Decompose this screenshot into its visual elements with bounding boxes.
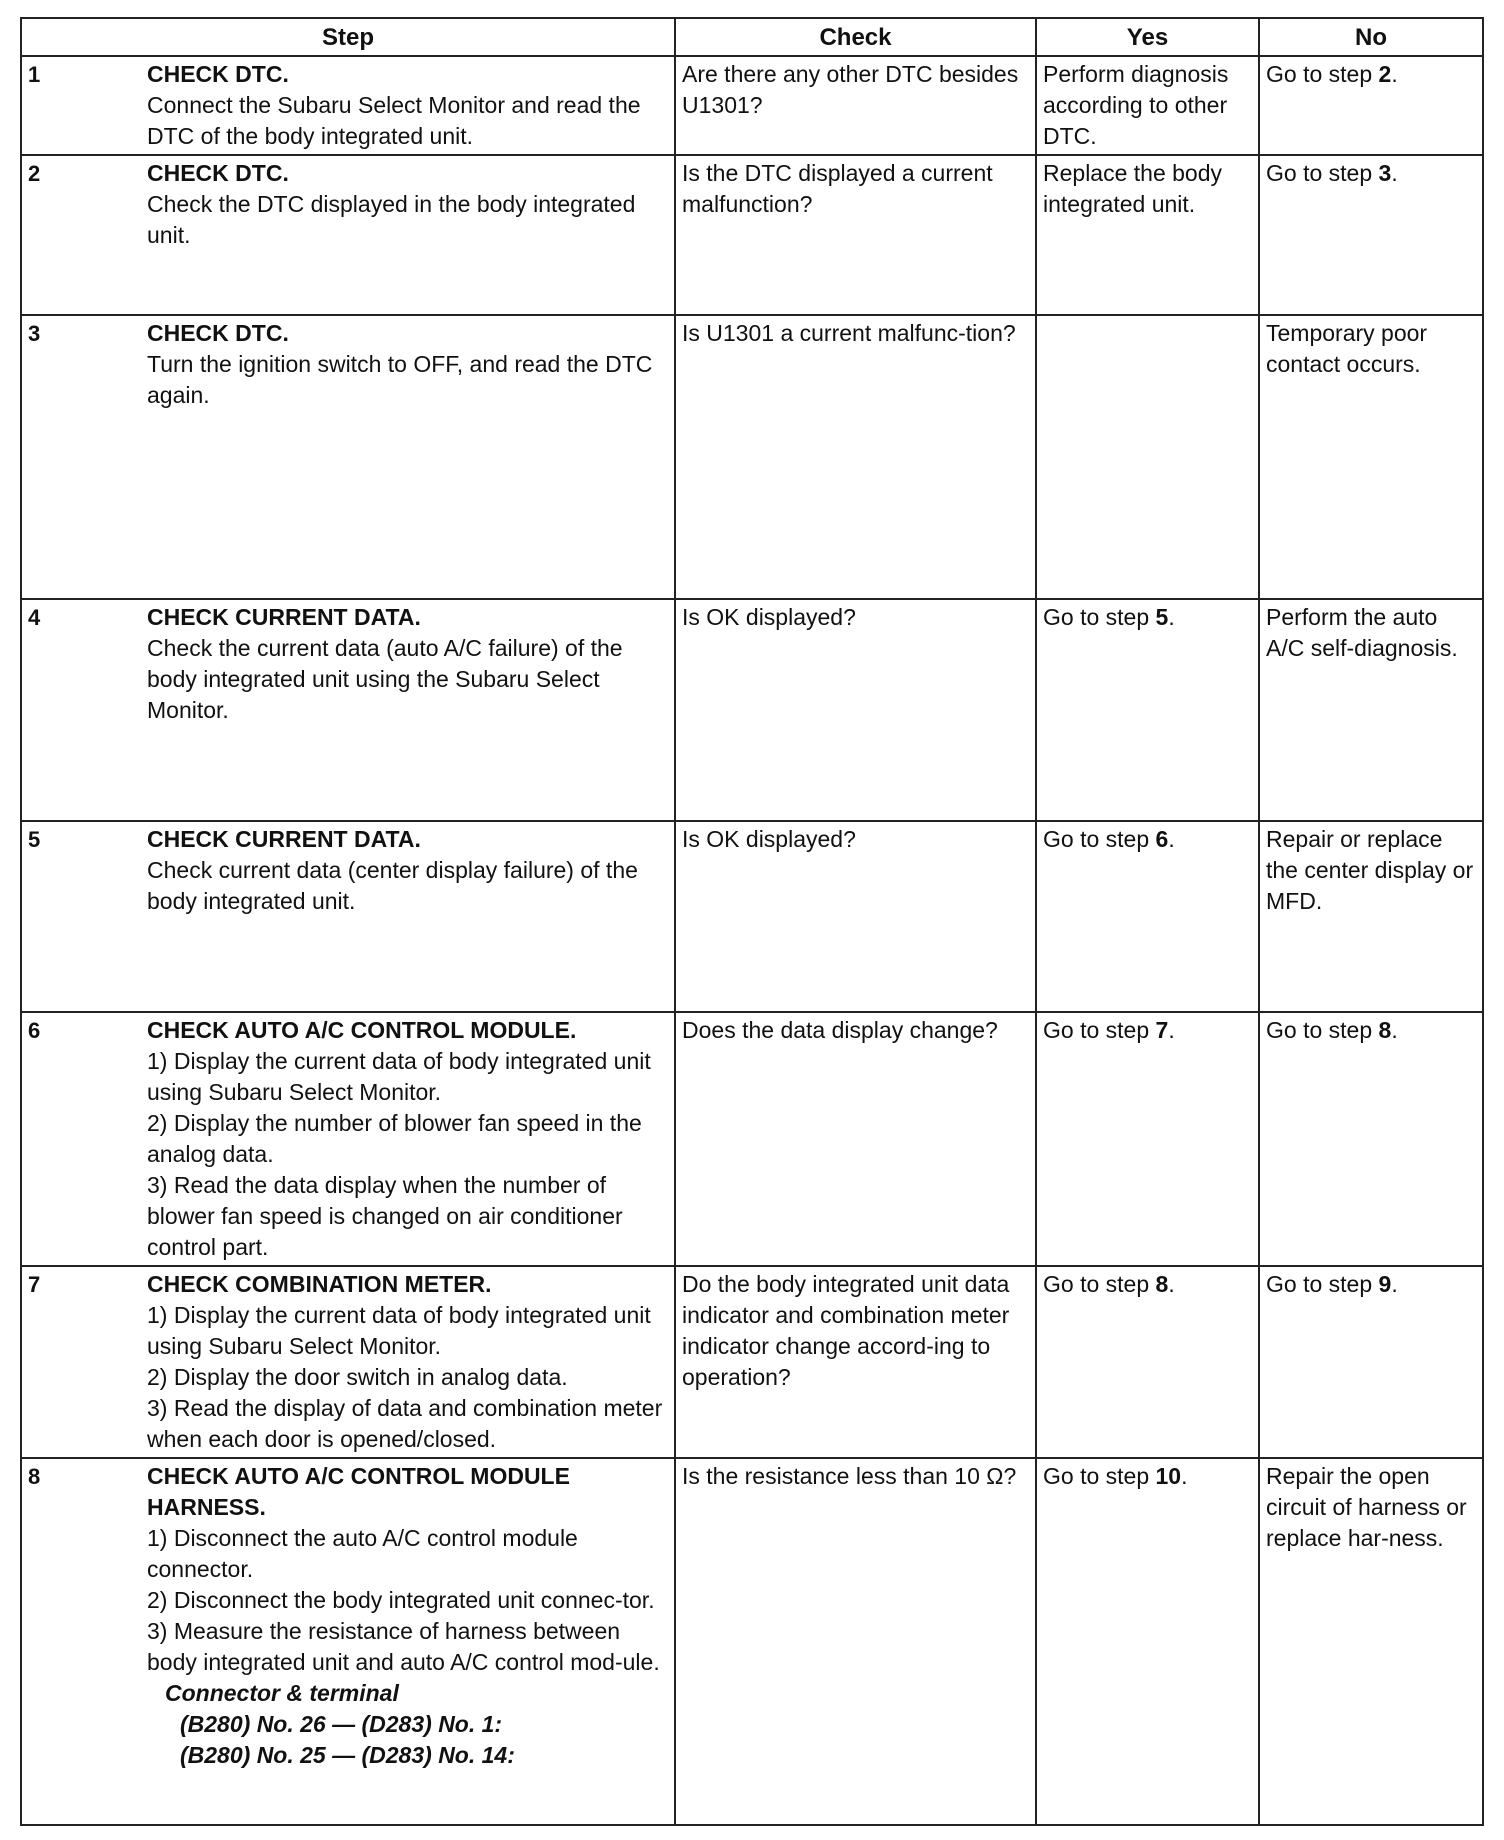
table-row <box>21 1458 1483 1825</box>
yes-cell: Go to step 5. <box>1036 599 1259 821</box>
no-cell <box>1259 1458 1483 1825</box>
connector-terminal-line: (B280) No. 25 — (D283) No. 14: <box>180 1742 515 1768</box>
step-description: Check the current data (auto A/C failure) of the body integrated unit using the Subaru Select Monitor. <box>147 635 623 723</box>
step-description: Turn the ignition switch to OFF, and read the DTC again. <box>147 351 653 408</box>
step-title: CHECK DTC. <box>147 320 289 346</box>
step-number: 3 <box>28 321 41 346</box>
table-row <box>21 315 1483 599</box>
no-cell <box>1259 821 1483 1012</box>
check-cell: Does the data display change? <box>675 1012 1036 1266</box>
yes-cell <box>1036 315 1259 599</box>
step-title: CHECK CURRENT DATA. <box>147 604 421 630</box>
no-cell <box>1259 315 1483 599</box>
header-yes: Yes <box>1036 18 1259 56</box>
table-row <box>21 1012 1483 1266</box>
step-cell <box>21 1012 675 1266</box>
step-title: CHECK AUTO A/C CONTROL MODULE. <box>147 1017 577 1043</box>
step-number: 6 <box>28 1018 41 1043</box>
step-cell <box>21 1458 675 1825</box>
step-cell <box>21 155 675 315</box>
step-title: CHECK DTC. <box>147 61 289 87</box>
step-description: 3) Read the data display when the number of blower fan speed is changed on air conditioner control part. <box>147 1172 623 1260</box>
yes-step-ref: 6 <box>1155 826 1169 852</box>
yes-step-ref: 5 <box>1155 604 1169 630</box>
step-description: 2) Display the number of blower fan speed in the analog data. <box>147 1110 642 1167</box>
step-description: 1) Disconnect the auto A/C control module connector. <box>147 1525 578 1582</box>
yes-text: Go to step <box>1043 826 1156 852</box>
yes-text: Go to step <box>1043 1271 1156 1297</box>
no-cell: Go to step 2. <box>1259 56 1483 155</box>
diagnostic-table <box>20 17 1484 1826</box>
yes-text: Replace the body integrated unit. <box>1043 160 1223 217</box>
step-cell <box>21 315 675 599</box>
yes-text: Go to step <box>1043 604 1156 630</box>
step-cell <box>21 821 675 1012</box>
no-text: Temporary poor contact occurs. <box>1266 320 1428 377</box>
step-description: Connect the Subaru Select Monitor and read the DTC of the body integrated unit. <box>147 92 641 149</box>
header-row <box>21 18 1483 56</box>
yes-step-ref: 8 <box>1155 1271 1169 1297</box>
yes-cell: Go to step 6. <box>1036 821 1259 1012</box>
table-row <box>21 821 1483 1012</box>
step-description: Check current data (center display failure) of the body integrated unit. <box>147 857 638 914</box>
yes-cell: Go to step 8. <box>1036 1266 1259 1458</box>
yes-cell <box>1036 56 1259 155</box>
step-cell <box>21 56 675 155</box>
yes-cell: Go to step 10. <box>1036 1458 1259 1825</box>
check-cell: Is OK displayed? <box>675 599 1036 821</box>
step-description: 1) Display the current data of body integrated unit using Subaru Select Monitor. <box>147 1302 651 1359</box>
table-row <box>21 1266 1483 1458</box>
table-row <box>21 56 1483 155</box>
step-number: 1 <box>28 62 41 87</box>
step-description: 3) Read the display of data and combination meter when each door is opened/closed. <box>147 1395 663 1452</box>
no-text: Repair or replace the center display or MFD. <box>1266 826 1474 914</box>
connector-terminal-line: (B280) No. 26 — (D283) No. 1: <box>180 1711 503 1737</box>
no-text: Go to step <box>1266 160 1379 186</box>
header-check: Check <box>675 18 1036 56</box>
header-step: Step <box>21 18 675 56</box>
no-cell <box>1259 599 1483 821</box>
table-row <box>21 599 1483 821</box>
no-cell: Go to step 3. <box>1259 155 1483 315</box>
check-cell: Is the resistance less than 10 Ω? <box>675 1458 1036 1825</box>
no-text: Go to step <box>1266 61 1379 87</box>
step-description: Check the DTC displayed in the body integrated unit. <box>147 191 636 248</box>
yes-text: Go to step <box>1043 1463 1156 1489</box>
no-text: Go to step <box>1266 1017 1379 1043</box>
no-step-ref: 9 <box>1378 1271 1392 1297</box>
no-text: Repair the open circuit of harness or replace har-ness. <box>1266 1463 1467 1551</box>
no-cell: Go to step 8. <box>1259 1012 1483 1266</box>
no-step-ref: 8 <box>1378 1017 1392 1043</box>
no-cell: Go to step 9. <box>1259 1266 1483 1458</box>
yes-cell: Go to step 7. <box>1036 1012 1259 1266</box>
step-cell <box>21 599 675 821</box>
step-title: CHECK COMBINATION METER. <box>147 1271 492 1297</box>
step-cell <box>21 1266 675 1458</box>
check-cell: Do the body integrated unit data indicator and combination meter indicator change accord-ing to operation? <box>675 1266 1036 1458</box>
no-text: Perform the auto A/C self-diagnosis. <box>1266 604 1458 661</box>
step-description: 3) Measure the resistance of harness between body integrated unit and auto A/C control mod-ule. <box>147 1618 660 1675</box>
header-no: No <box>1259 18 1483 56</box>
no-step-ref: 2 <box>1378 61 1392 87</box>
check-cell: Is the DTC displayed a current malfunction? <box>675 155 1036 315</box>
step-description: 1) Display the current data of body integrated unit using Subaru Select Monitor. <box>147 1048 651 1105</box>
check-cell: Is U1301 a current malfunc-tion? <box>675 315 1036 599</box>
step-description: 2) Display the door switch in analog data. <box>147 1364 568 1390</box>
yes-cell <box>1036 155 1259 315</box>
no-step-ref: 3 <box>1378 160 1392 186</box>
check-cell: Is OK displayed? <box>675 821 1036 1012</box>
step-description: 2) Disconnect the body integrated unit connec-tor. <box>147 1587 655 1613</box>
step-title: CHECK AUTO A/C CONTROL MODULE HARNESS. <box>147 1463 570 1520</box>
step-number: 5 <box>28 827 41 852</box>
step-number: 2 <box>28 161 41 186</box>
yes-text: Perform diagnosis according to other DTC. <box>1043 61 1229 149</box>
yes-step-ref: 7 <box>1155 1017 1169 1043</box>
table-row <box>21 155 1483 315</box>
no-text: Go to step <box>1266 1271 1379 1297</box>
step-number: 4 <box>28 605 41 630</box>
yes-text: Go to step <box>1043 1017 1156 1043</box>
connector-terminal-label: Connector & terminal <box>165 1680 399 1706</box>
step-title: CHECK CURRENT DATA. <box>147 826 421 852</box>
step-number: 8 <box>28 1464 41 1489</box>
yes-step-ref: 10 <box>1155 1463 1182 1489</box>
check-cell: Are there any other DTC besides U1301? <box>675 56 1036 155</box>
step-title: CHECK DTC. <box>147 160 289 186</box>
step-number: 7 <box>28 1272 41 1297</box>
